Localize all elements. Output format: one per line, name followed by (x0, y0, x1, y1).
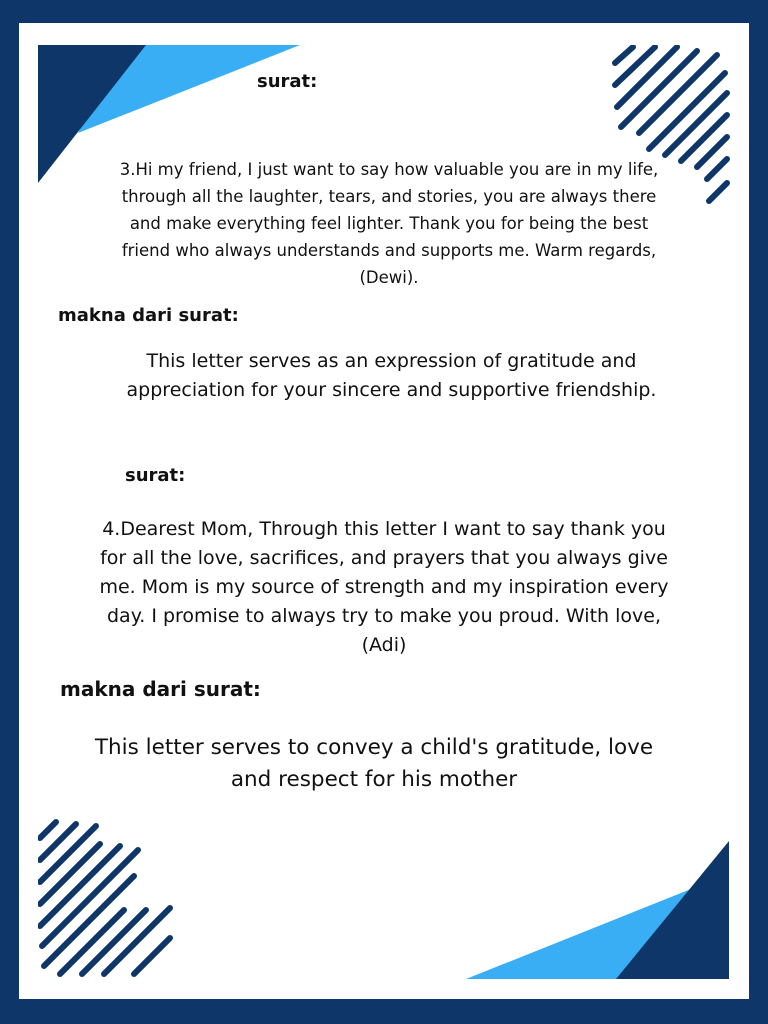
letter-4-heading: surat: (125, 465, 186, 486)
diagonal-stripes-bottom-left (38, 818, 178, 982)
letter-3-text: 3.Hi my friend, I just want to say how valuable you are in my life, through all the laughter, tears, and stories, you are always there and make everything feel lighter. Thank you for being the best friend who always understands and supports me. Warm regards, (Dewi). (119, 160, 659, 287)
letter-4-text: 4.Dearest Mom, Through this letter I want to say thank you for all the love, sacrifices, and prayers that you always give me. Mom is my source of strength and my inspiration every day. I promise to always try to make you proud. With love, (Adi) (99, 518, 669, 656)
letter-3-meaning-heading: makna dari surat: (58, 305, 239, 326)
stripe-group (40, 822, 170, 974)
letter-page (19, 23, 749, 999)
corner-triangles-bottom-right (466, 841, 729, 979)
letter-4-meaning: This letter serves to convey a child's gratitude, love and respect for his mother (94, 735, 654, 792)
letter-3-meaning: This letter serves as an expression of gratitude and appreciation for your sincere and supportive friendship. (126, 350, 657, 401)
letter-4-meaning-heading: makna dari surat: (60, 677, 261, 701)
letter-3-heading: surat: (257, 71, 318, 92)
navy-triangle (616, 841, 729, 979)
